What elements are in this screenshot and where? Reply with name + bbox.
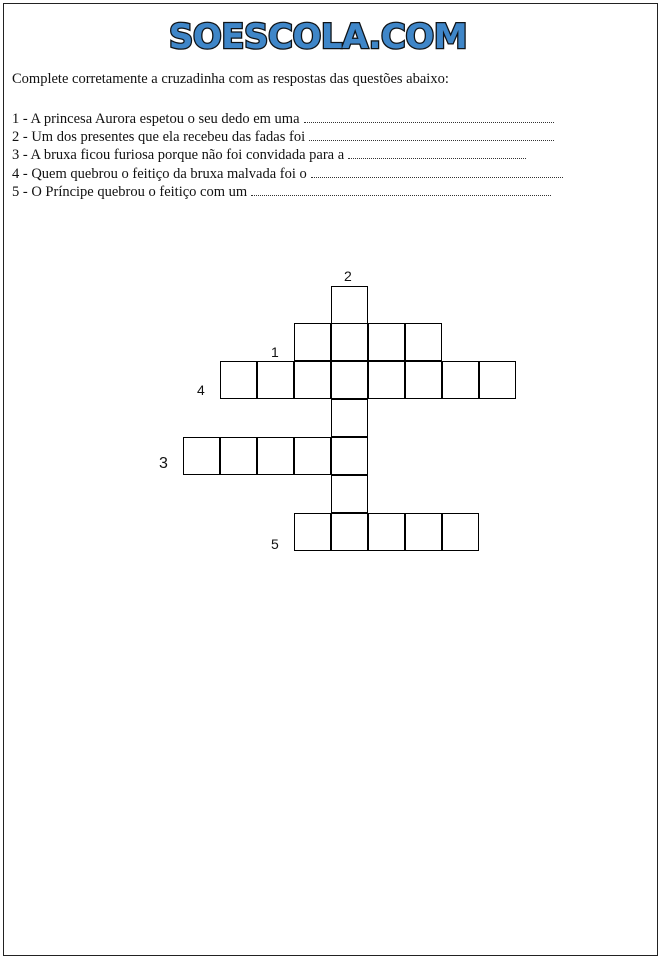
clue-number-3: 3 bbox=[159, 455, 168, 472]
question-3 bbox=[12, 146, 563, 164]
question-text: 3 - A bruxa ficou furiosa porque não foi convidada para a bbox=[12, 147, 345, 164]
clue-number-1: 1 bbox=[271, 344, 279, 360]
answer-blank bbox=[309, 128, 554, 141]
answer-blank bbox=[304, 110, 554, 123]
answer-blank bbox=[311, 165, 563, 178]
question-1 bbox=[12, 110, 563, 128]
clue-number-5: 5 bbox=[271, 536, 279, 552]
question-text: 5 - O Príncipe quebrou o feitiço com um bbox=[12, 183, 248, 200]
question-5 bbox=[12, 183, 563, 201]
soescola-logo bbox=[0, 10, 664, 60]
clue-number-4: 4 bbox=[197, 382, 205, 398]
question-4 bbox=[12, 165, 563, 183]
question-2 bbox=[12, 128, 563, 146]
logo-text: SOESCOLA.COM bbox=[168, 17, 468, 57]
answer-blank bbox=[251, 183, 551, 196]
clue-number-2: 2 bbox=[344, 268, 352, 284]
answer-blank bbox=[348, 146, 526, 159]
questions-list bbox=[12, 110, 563, 201]
question-text: 4 - Quem quebrou o feitiço da bruxa malvada foi o bbox=[12, 165, 307, 182]
question-text: 1 - A princesa Aurora espetou o seu dedo em uma bbox=[12, 111, 300, 127]
question-text: 2 - Um dos presentes que ela recebeu das fadas foi bbox=[12, 129, 306, 146]
instruction-text: Complete corretamente a cruzadinha com as respostas das questões abaixo: bbox=[12, 71, 449, 87]
